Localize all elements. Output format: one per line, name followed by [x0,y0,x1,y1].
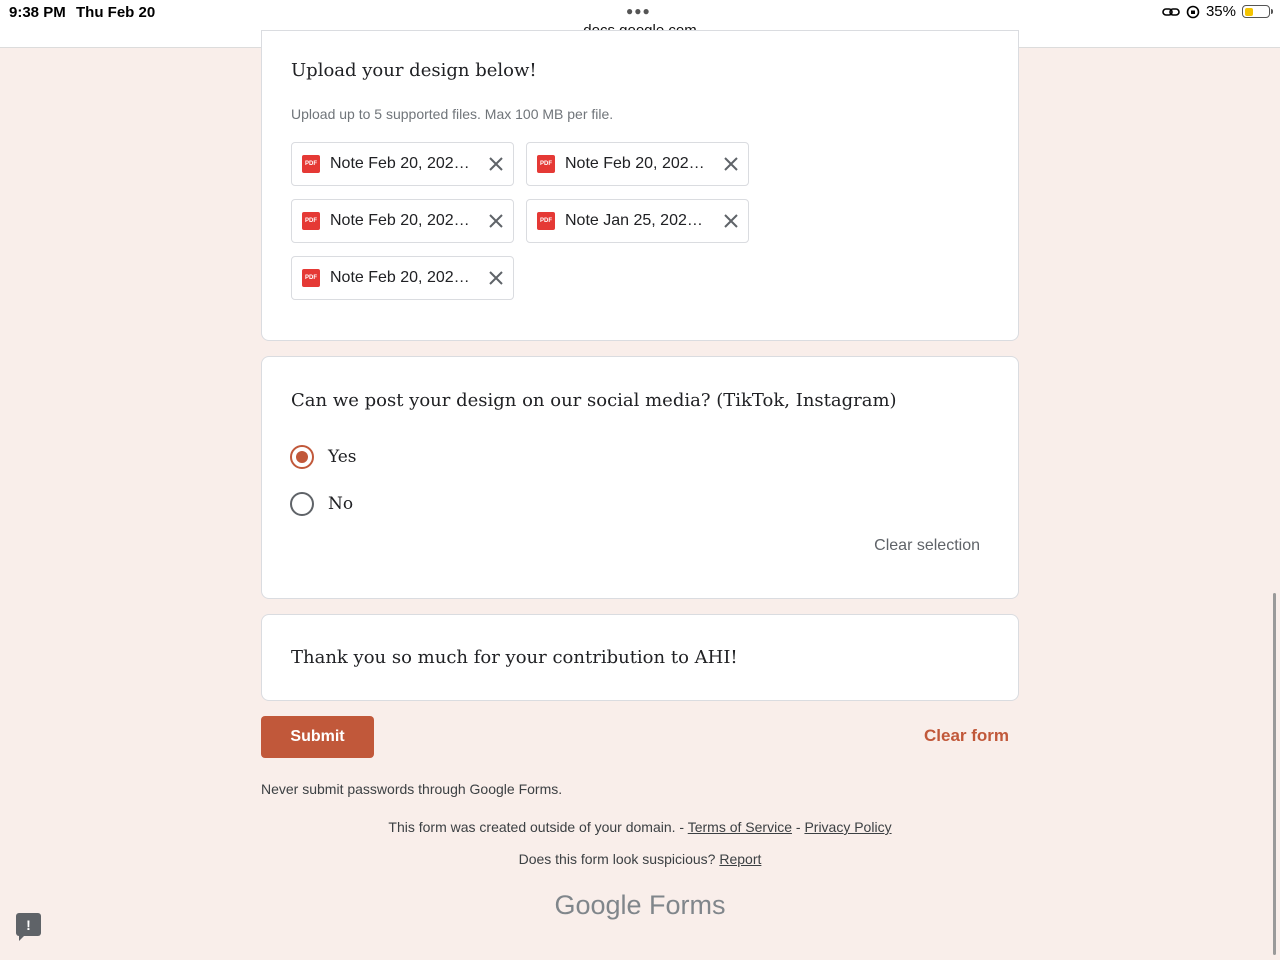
close-icon[interactable] [484,209,508,233]
radio-label: No [328,494,354,514]
uploaded-file-chip[interactable] [291,199,514,243]
upload-help-text: Upload up to 5 supported files. Max 100 MB per file. [291,106,614,122]
clear-selection-button[interactable]: Clear selection [874,537,980,554]
uploaded-file-chip[interactable] [291,256,514,300]
orientation-lock-icon [1186,5,1200,19]
file-name: Note Jan 25, 202… [565,212,703,229]
status-date: Thu Feb 20 [76,4,156,21]
report-link[interactable]: Report [719,851,762,867]
radio-label: Yes [328,447,357,467]
pdf-file-icon: PDF [302,155,320,173]
social-media-question-card [261,356,1019,599]
radio-option-no[interactable] [290,492,353,516]
google-forms-logo[interactable] [0,890,1280,921]
footer-separator: - [795,819,801,835]
domain-notice-text: This form was created outside of your domain. - [388,819,685,835]
password-warning: Never submit passwords through Google Forms. [261,781,563,797]
multitasking-dots-icon[interactable]: ●●● [626,4,651,18]
pdf-file-icon: PDF [537,155,555,173]
radio-button[interactable] [290,492,314,516]
social-question-title: Can we post your design on our social media? (TikTok, Instagram) [291,390,897,411]
uploaded-file-chip[interactable] [526,199,749,243]
clear-form-button[interactable]: Clear form [924,726,1010,745]
status-indicators [1162,3,1270,20]
radio-button-checked[interactable] [290,445,314,469]
upload-question-title: Upload your design below! [291,60,537,81]
file-name: Note Feb 20, 202… [330,155,470,172]
status-time: 9:38 PM [9,4,66,21]
file-name: Note Feb 20, 202… [565,155,705,172]
report-feedback-icon[interactable]: ! [16,913,41,936]
suspicious-notice [0,851,1280,867]
scrollbar[interactable] [1273,593,1276,955]
upload-question-card [261,30,1019,341]
closing-message-card [261,614,1019,701]
file-name: Note Feb 20, 202… [330,212,470,229]
logo-google-text: Google [554,890,642,920]
close-icon[interactable] [719,152,743,176]
file-name: Note Feb 20, 202… [330,269,470,286]
battery-percent: 35% [1205,3,1236,20]
domain-notice [0,819,1280,835]
uploaded-file-chip[interactable] [291,142,514,186]
pdf-file-icon: PDF [302,269,320,287]
close-icon[interactable] [484,152,508,176]
submit-button[interactable]: Submit [261,716,374,758]
logo-forms-text: Forms [649,890,726,920]
close-icon[interactable] [484,266,508,290]
close-icon[interactable] [719,209,743,233]
pdf-file-icon: PDF [302,212,320,230]
pdf-file-icon: PDF [537,212,555,230]
closing-message: Thank you so much for your contribution to AHI! [291,647,738,668]
terms-of-service-link[interactable]: Terms of Service [687,819,792,835]
suspicious-text: Does this form look suspicious? [518,851,716,867]
privacy-policy-link[interactable]: Privacy Policy [804,819,892,835]
battery-icon [1242,5,1270,18]
uploaded-file-chip[interactable] [526,142,749,186]
radio-option-yes[interactable] [290,445,357,469]
link-icon [1162,6,1180,18]
